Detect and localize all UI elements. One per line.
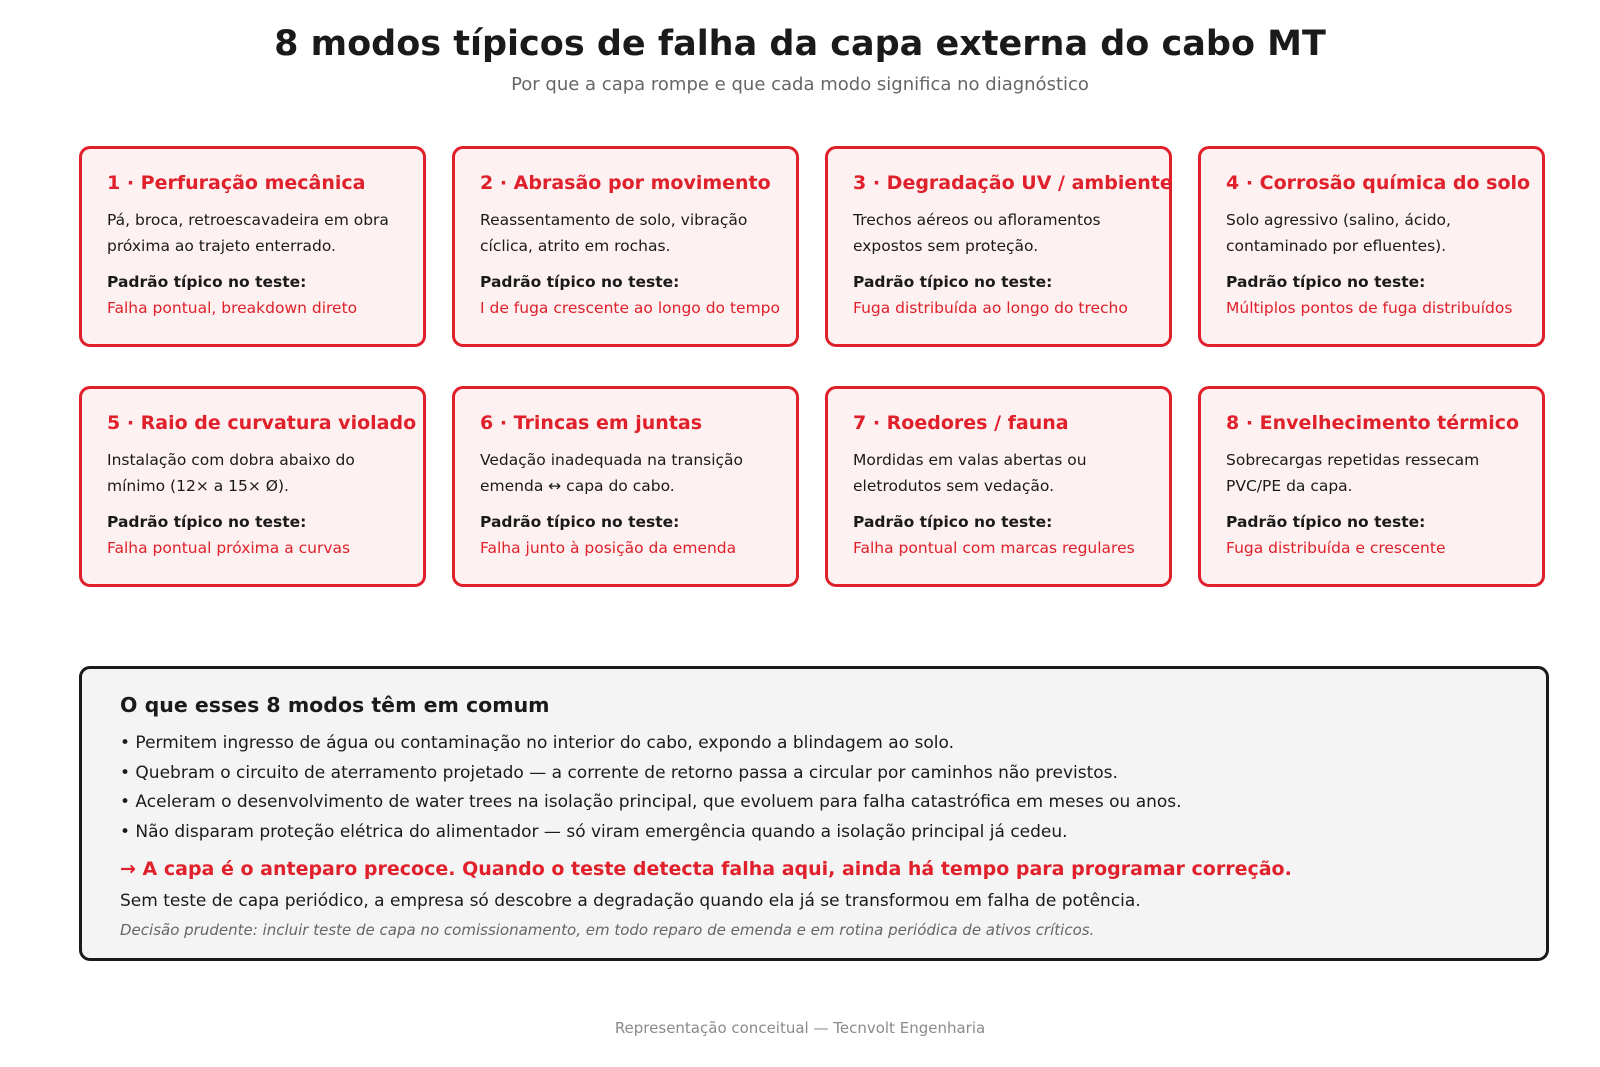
card-title: 8 · Envelhecimento térmico — [1226, 412, 1520, 434]
card-pattern: Falha pontual, breakdown direto — [107, 299, 358, 317]
page-title: 8 modos típicos de falha da capa externa do cabo MT — [274, 24, 1326, 64]
summary-title: O que esses 8 modos têm em comum — [120, 693, 550, 717]
card-pattern: Falha junto à posição da emenda — [480, 539, 737, 557]
failure-mode-card-1 — [79, 146, 426, 347]
page-subtitle: Por que a capa rompe e que cada modo significa no diagnóstico — [511, 74, 1089, 95]
card-description: Mordidas em valas abertas ou eletrodutos sem vedação. — [853, 451, 1087, 495]
card-pattern: I de fuga crescente ao longo do tempo — [480, 299, 780, 317]
card-pattern-label: Padrão típico no teste: — [480, 513, 680, 531]
card-pattern: Falha pontual com marcas regulares — [853, 539, 1135, 557]
failure-modes-grid — [79, 146, 1549, 587]
card-pattern-label: Padrão típico no teste: — [853, 513, 1053, 531]
card-pattern: Múltiplos pontos de fuga distribuídos — [1226, 299, 1513, 317]
summary-conclusion: Sem teste de capa periódico, a empresa só descobre a degradação quando ela já se transformou em falha de potência. — [120, 891, 1141, 911]
card-pattern: Fuga distribuída e crescente — [1226, 539, 1446, 557]
card-description: Pá, broca, retroescavadeira em obra próxima ao trajeto enterrado. — [107, 211, 389, 255]
card-description: Sobrecargas repetidas ressecam PVC/PE da capa. — [1226, 451, 1480, 495]
summary-bullet: • Aceleram o desenvolvimento de water trees na isolação principal, que evoluem para falha catastrófica em meses ou anos. — [120, 792, 1182, 812]
summary-note: Decisão prudente: incluir teste de capa no comissionamento, em todo reparo de emenda e em rotina periódica de ativos críticos. — [120, 921, 1095, 939]
summary-bullet: • Quebram o circuito de aterramento projetado — a corrente de retorno passa a circular por caminhos não previstos. — [120, 762, 1118, 783]
card-pattern: Falha pontual próxima a curvas — [107, 539, 351, 557]
card-pattern-label: Padrão típico no teste: — [1226, 273, 1426, 291]
summary-bullet-list — [120, 729, 1546, 847]
card-title: 4 · Corrosão química do solo — [1226, 172, 1531, 194]
card-title: 7 · Roedores / fauna — [853, 412, 1069, 434]
card-title: 3 · Degradação UV / ambiente — [853, 172, 1173, 194]
failure-mode-card-3 — [825, 146, 1172, 347]
summary-bullet: • Não disparam proteção elétrica do alimentador — só viram emergência quando a isolação principal já cedeu. — [120, 821, 1068, 842]
card-title: 2 · Abrasão por movimento — [480, 172, 771, 194]
summary-box — [79, 666, 1549, 961]
card-title: 6 · Trincas em juntas — [480, 412, 703, 434]
card-description: Reassentamento de solo, vibração cíclica, atrito em rochas. — [480, 211, 748, 255]
footer-credit: Representação conceitual — Tecnvolt Engenharia — [614, 1019, 986, 1037]
card-title: 5 · Raio de curvatura violado — [107, 412, 417, 434]
card-pattern-label: Padrão típico no teste: — [107, 273, 307, 291]
card-pattern-label: Padrão típico no teste: — [1226, 513, 1426, 531]
card-description: Solo agressivo (salino, ácido, contaminado por efluentes). — [1226, 211, 1451, 255]
summary-highlight: → A capa é o anteparo precoce. Quando o teste detecta falha aqui, ainda há tempo para programar correção. — [120, 858, 1292, 880]
failure-mode-card-2 — [452, 146, 799, 347]
card-pattern: Fuga distribuída ao longo do trecho — [853, 299, 1128, 317]
failure-mode-card-8 — [1198, 386, 1545, 587]
failure-mode-card-5 — [79, 386, 426, 587]
failure-mode-card-6 — [452, 386, 799, 587]
failure-mode-card-4 — [1198, 146, 1545, 347]
card-pattern-label: Padrão típico no teste: — [480, 273, 680, 291]
card-description: Trechos aéreos ou afloramentos expostos sem proteção. — [853, 211, 1101, 255]
card-pattern-label: Padrão típico no teste: — [107, 513, 307, 531]
card-title: 1 · Perfuração mecânica — [107, 172, 366, 194]
card-description: Vedação inadequada na transição emenda ↔ capa do cabo. — [480, 451, 744, 495]
failure-mode-card-7 — [825, 386, 1172, 587]
card-pattern-label: Padrão típico no teste: — [853, 273, 1053, 291]
card-description: Instalação com dobra abaixo do mínimo (12× a 15× Ø). — [107, 451, 355, 495]
summary-bullet: • Permitem ingresso de água ou contaminação no interior do cabo, expondo a blindagem ao solo. — [120, 733, 954, 753]
